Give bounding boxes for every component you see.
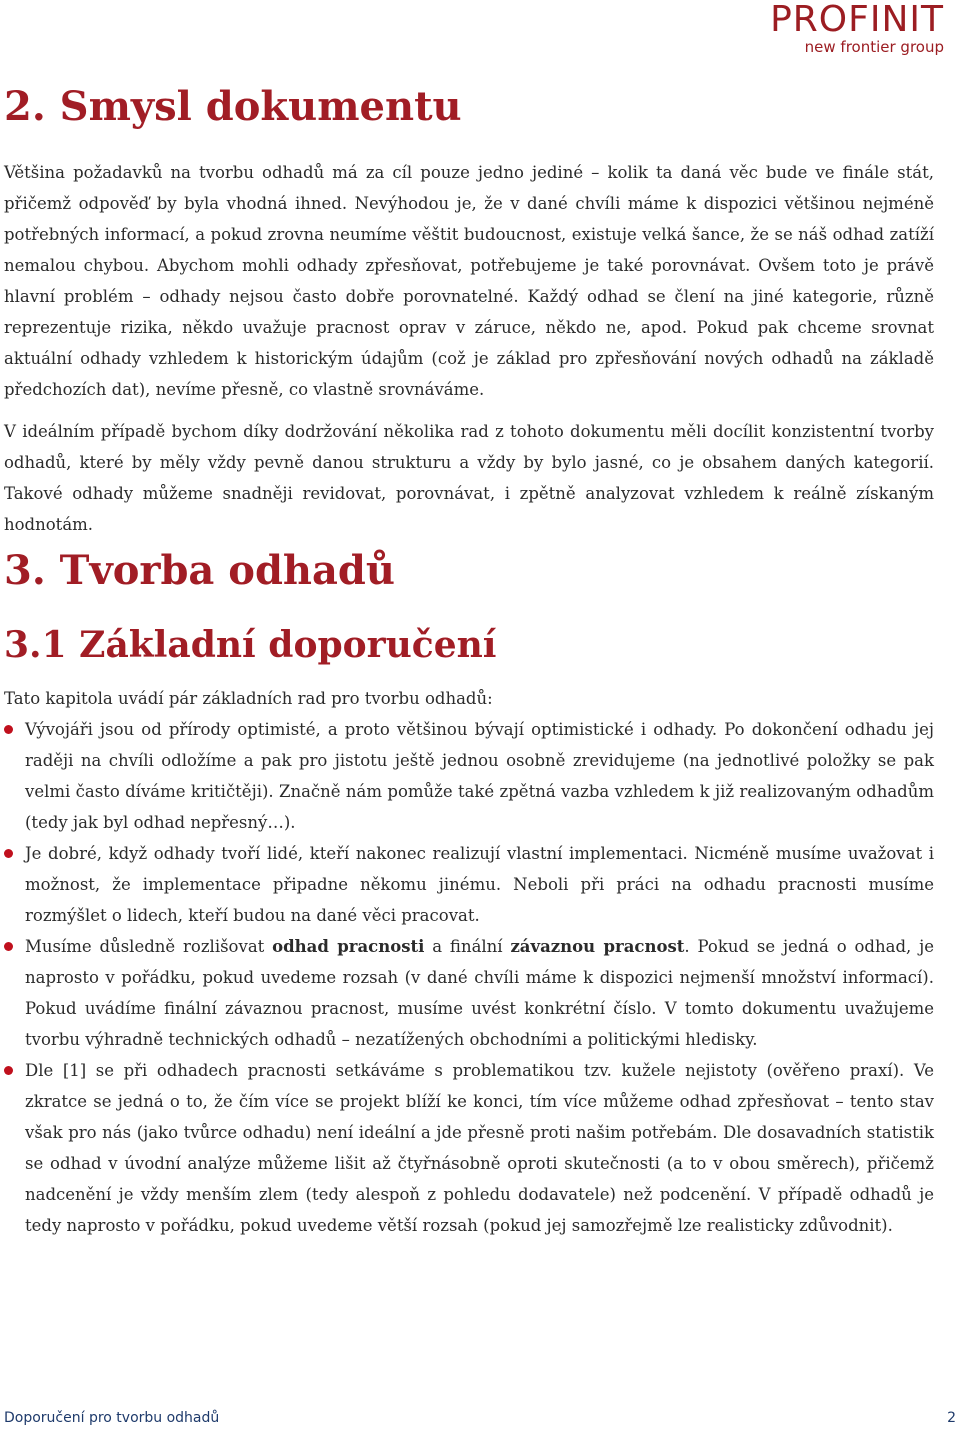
bullet-icon <box>4 942 13 951</box>
list-item <box>4 838 934 931</box>
list-item-text: Je dobré, když odhady tvoří lidé, kteří nakonec realizují vlastní implementaci. Nicméně musíme uvažovat i možnost, že implementace připadne někomu jinému. Neboli při práci na odhadu pracnosti musíme rozmýšlet o lidech, kteří budou na dané věci pracovat. <box>25 844 934 925</box>
logo-tagline: new frontier group <box>804 38 944 56</box>
list-item <box>4 931 934 1055</box>
footer-document-title: Doporučení pro tvorbu odhadů <box>4 1410 220 1426</box>
term-zavazna-pracnost: závaznou pracnost <box>510 937 685 956</box>
list-item-text-c: a finální <box>424 937 511 956</box>
profinit-logo <box>744 0 944 56</box>
list-item-text-a: Musíme důsledně rozlišovat <box>25 937 273 956</box>
term-odhad-pracnosti: odhad pracnosti <box>272 937 425 956</box>
recommendation-list <box>4 714 934 1241</box>
heading-zakladni-doporuceni: 3.1 Základní doporučení <box>4 624 497 666</box>
paragraph-intro: Většina požadavků na tvorbu odhadů má za cíl pouze jedno jediné – kolik ta daná věc bude ve finále stát, přičemž odpověď by byla vhodná ihned. Nevýhodou je, že v dané chvíli máme k dispozici většinou nejméně potřebných informací, a pokud zrovna neumíme věštit budoucnost, existuje velká šance, že se náš odhad zatíží nemalou chybou. Abychom mohli odhady zpřesňovat, potřebujeme je také porovnávat. Ovšem toto je právě hlavní problém – odhady nejsou často dobře porovnatelné. Každý odhad se člení na jiné kategorie, různě reprezentuje rizika, někdo uvažuje pracnost oprav v záruce, někdo ne, apod. Pokud pak chceme srovnat aktuální odhady vzhledem k historickým údajům (což je základ pro zpřesňování nových odhadů na základě předchozích dat), nevíme přesně, co vlastně srovnáváme. <box>4 163 934 399</box>
list-item <box>4 714 934 838</box>
bullet-icon <box>4 1066 13 1075</box>
list-item-text: Dle [1] se při odhadech pracnosti setkáváme s problematikou tzv. kužele nejistoty (ověřeno praxí). Ve zkratce se jedná o to, že čím více se projekt blíží ke konci, tím více můžeme odhad zpřesňovat – tento stav však pro nás (jako tvůrce odhadu) není ideální a jde přesně proti našim potřebám. Dle dosavadních statistik se odhad v úvodní analýze můžeme lišit až čtyřnásobně oproti skutečnosti (a to v obou směrech), přičemž nadcenění je vždy menším zlem (tedy alespoň z pohledu dodavatele) než podcenění. V případě odhadů je tedy naprosto v pořádku, pokud uvedeme větší rozsah (pokud jej samozřejmě lze realisticky zdůvodnit). <box>25 1061 934 1235</box>
heading-smysl-dokumentu: 2. Smysl dokumentu <box>4 83 462 130</box>
paragraph-chapter-intro: Tato kapitola uvádí pár základních rad pro tvorbu odhadů: <box>4 689 493 708</box>
page-footer <box>4 1410 960 1432</box>
bullet-icon <box>4 849 13 858</box>
heading-tvorba-odhadu: 3. Tvorba odhadů <box>4 547 395 594</box>
bullet-icon <box>4 725 13 734</box>
paragraph-ideal: V ideálním případě bychom díky dodržování několika rad z tohoto dokumentu měli docílit konzistentní tvorby odhadů, které by měly vždy pevně danou strukturu a vždy by bylo jasné, co je obsahem daných kategorií. Takové odhady můžeme snadněji revidovat, porovnávat, i zpětně analyzovat vzhledem k reálně získaným hodnotám. <box>4 422 934 534</box>
list-item <box>4 1055 934 1241</box>
footer-page-number: 2 <box>947 1410 956 1426</box>
list-item-text: Vývojáři jsou od přírody optimisté, a proto většinou bývají optimistické i odhady. Po dokončení odhadu jej raději na chvíli odložíme a pak pro jistotu ještě jednou osobně zrevidujeme (na jednotlivé položky se pak velmi často díváme kritičtěji). Značně nám pomůže také zpětná vazba vzhledem k již realizovaným odhadům (tedy jak byl odhad nepřesný…). <box>25 720 934 832</box>
list-item-text-e: . Pokud se jedná o odhad, je naprosto v pořádku, pokud uvedeme rozsah (v dané chvíli máme k dispozici nejmenší množství informací). Pokud uvádíme finální závaznou pracnost, musíme uvést konkrétní číslo. V tomto dokumentu uvažujeme tvorbu výhradně technických odhadů – nezatížených obchodními a politickými hledisky. <box>25 937 934 1049</box>
logo-brand: PROFINIT <box>770 0 944 40</box>
